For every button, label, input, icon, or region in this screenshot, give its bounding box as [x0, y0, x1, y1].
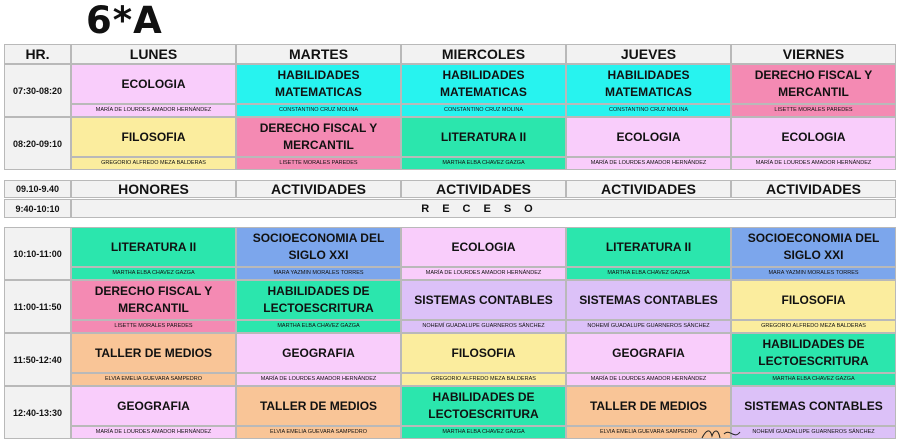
- class-teacher: MARTHA ELBA CHAVEZ GAZGA: [236, 320, 401, 333]
- time-slot: 08:20-09:10: [4, 117, 71, 170]
- activity-cell: HONORES: [71, 180, 236, 198]
- class-teacher: LISETTE MORALES PAREDES: [236, 157, 401, 170]
- class-subject: TALLER DE MEDIOS: [71, 333, 236, 373]
- class-subject: ECOLOGIA: [71, 64, 236, 104]
- activity-cell: ACTIVIDADES: [731, 180, 896, 198]
- activity-cell: ACTIVIDADES: [401, 180, 566, 198]
- time-slot: 07:30-08:20: [4, 64, 71, 117]
- header-day: MARTES: [236, 44, 401, 64]
- class-subject: TALLER DE MEDIOS: [236, 386, 401, 426]
- class-subject: ECOLOGIA: [401, 227, 566, 267]
- class-teacher: MARTHA ELBA CHAVEZ GAZGA: [731, 373, 896, 386]
- class-teacher: ELVIA EMELIA GUEVARA SAMPEDRO: [71, 373, 236, 386]
- class-teacher: GREGORIO ALFREDO MEZA BALDERAS: [401, 373, 566, 386]
- time-slot: 10:10-11:00: [4, 227, 71, 280]
- header-day: VIERNES: [731, 44, 896, 64]
- class-subject: DERECHO FISCAL Y MERCANTIL: [71, 280, 236, 320]
- class-subject: FILOSOFIA: [731, 280, 896, 320]
- class-subject: FILOSOFIA: [71, 117, 236, 157]
- class-teacher: NOHEMÍ GUADALUPE GUARNEROS SÁNCHEZ: [731, 426, 896, 439]
- activity-cell: ACTIVIDADES: [236, 180, 401, 198]
- class-subject: DERECHO FISCAL Y MERCANTIL: [236, 117, 401, 157]
- class-subject: HABILIDADES MATEMATICAS: [566, 64, 731, 104]
- class-teacher: NOHEMÍ GUADALUPE GUARNEROS SÁNCHEZ: [566, 320, 731, 333]
- class-teacher: MARÍA DE LOURDES AMADOR HERNÁNDEZ: [236, 373, 401, 386]
- class-subject: DERECHO FISCAL Y MERCANTIL: [731, 64, 896, 104]
- class-subject: SISTEMAS CONTABLES: [731, 386, 896, 426]
- class-teacher: MARTHA ELBA CHAVEZ GAZGA: [71, 267, 236, 280]
- class-teacher: MARÍA DE LOURDES AMADOR HERNÁNDEZ: [566, 157, 731, 170]
- class-subject: HABILIDADES MATEMATICAS: [401, 64, 566, 104]
- signature-scribble: [700, 424, 770, 441]
- class-teacher: MARTHA ELBA CHAVEZ GAZGA: [566, 267, 731, 280]
- class-teacher: MARTHA ELBA CHAVEZ GAZGA: [401, 426, 566, 439]
- class-subject: HABILIDADES DE LECTOESCRITURA: [731, 333, 896, 373]
- class-teacher: ELVIA EMELIA GUEVARA SAMPEDRO: [566, 426, 731, 439]
- class-subject: HABILIDADES DE LECTOESCRITURA: [401, 386, 566, 426]
- class-subject: HABILIDADES MATEMATICAS: [236, 64, 401, 104]
- class-subject: SOCIOECONOMIA DEL SIGLO XXI: [236, 227, 401, 267]
- class-teacher: MARÍA DE LOURDES AMADOR HERNÁNDEZ: [401, 267, 566, 280]
- header-day: JUEVES: [566, 44, 731, 64]
- class-subject: TALLER DE MEDIOS: [566, 386, 731, 426]
- class-teacher: MARÍA DE LOURDES AMADOR HERNÁNDEZ: [71, 426, 236, 439]
- class-subject: GEOGRAFIA: [236, 333, 401, 373]
- class-teacher: MARA YAZMIN MORALES TORRES: [731, 267, 896, 280]
- class-teacher: MARTHA ELBA CHAVEZ GAZGA: [401, 157, 566, 170]
- class-teacher: LISETTE MORALES PAREDES: [731, 104, 896, 117]
- class-subject: LITERATURA II: [566, 227, 731, 267]
- class-subject: SISTEMAS CONTABLES: [566, 280, 731, 320]
- time-slot: 12:40-13:30: [4, 386, 71, 439]
- class-subject: LITERATURA II: [401, 117, 566, 157]
- class-teacher: GREGORIO ALFREDO MEZA BALDERAS: [731, 320, 896, 333]
- class-teacher: NOHEMÍ GUADALUPE GUARNEROS SÁNCHEZ: [401, 320, 566, 333]
- time-slot: 11:50-12:40: [4, 333, 71, 386]
- class-subject: GEOGRAFIA: [71, 386, 236, 426]
- class-subject: HABILIDADES DE LECTOESCRITURA: [236, 280, 401, 320]
- header-day: MIERCOLES: [401, 44, 566, 64]
- class-subject: ECOLOGIA: [566, 117, 731, 157]
- class-teacher: MARA YAZMIN MORALES TORRES: [236, 267, 401, 280]
- time-slot: 09.10-9.40: [4, 180, 71, 198]
- class-teacher: ELVIA EMELIA GUEVARA SAMPEDRO: [236, 426, 401, 439]
- class-subject: SISTEMAS CONTABLES: [401, 280, 566, 320]
- class-teacher: MARÍA DE LOURDES AMADOR HERNÁNDEZ: [566, 373, 731, 386]
- page-title: 6*A: [86, 0, 163, 42]
- class-teacher: CONSTANTINO CRUZ MOLINA: [566, 104, 731, 117]
- header-hour: HR.: [4, 44, 71, 64]
- class-subject: FILOSOFIA: [401, 333, 566, 373]
- class-subject: ECOLOGIA: [731, 117, 896, 157]
- activity-cell: ACTIVIDADES: [566, 180, 731, 198]
- class-teacher: MARÍA DE LOURDES AMADOR HERNÁNDEZ: [731, 157, 896, 170]
- class-teacher: MARÍA DE LOURDES AMADOR HERNÁNDEZ: [71, 104, 236, 117]
- time-slot: 9:40-10:10: [4, 199, 71, 218]
- class-teacher: LISETTE MORALES PAREDES: [71, 320, 236, 333]
- class-subject: SOCIOECONOMIA DEL SIGLO XXI: [731, 227, 896, 267]
- time-slot: 11:00-11:50: [4, 280, 71, 333]
- class-teacher: GREGORIO ALFREDO MEZA BALDERAS: [71, 157, 236, 170]
- class-subject: LITERATURA II: [71, 227, 236, 267]
- recess-banner: RECESO: [71, 199, 896, 218]
- header-day: LUNES: [71, 44, 236, 64]
- class-subject: GEOGRAFIA: [566, 333, 731, 373]
- class-teacher: CONSTANTINO CRUZ MOLINA: [401, 104, 566, 117]
- class-teacher: CONSTANTINO CRUZ MOLINA: [236, 104, 401, 117]
